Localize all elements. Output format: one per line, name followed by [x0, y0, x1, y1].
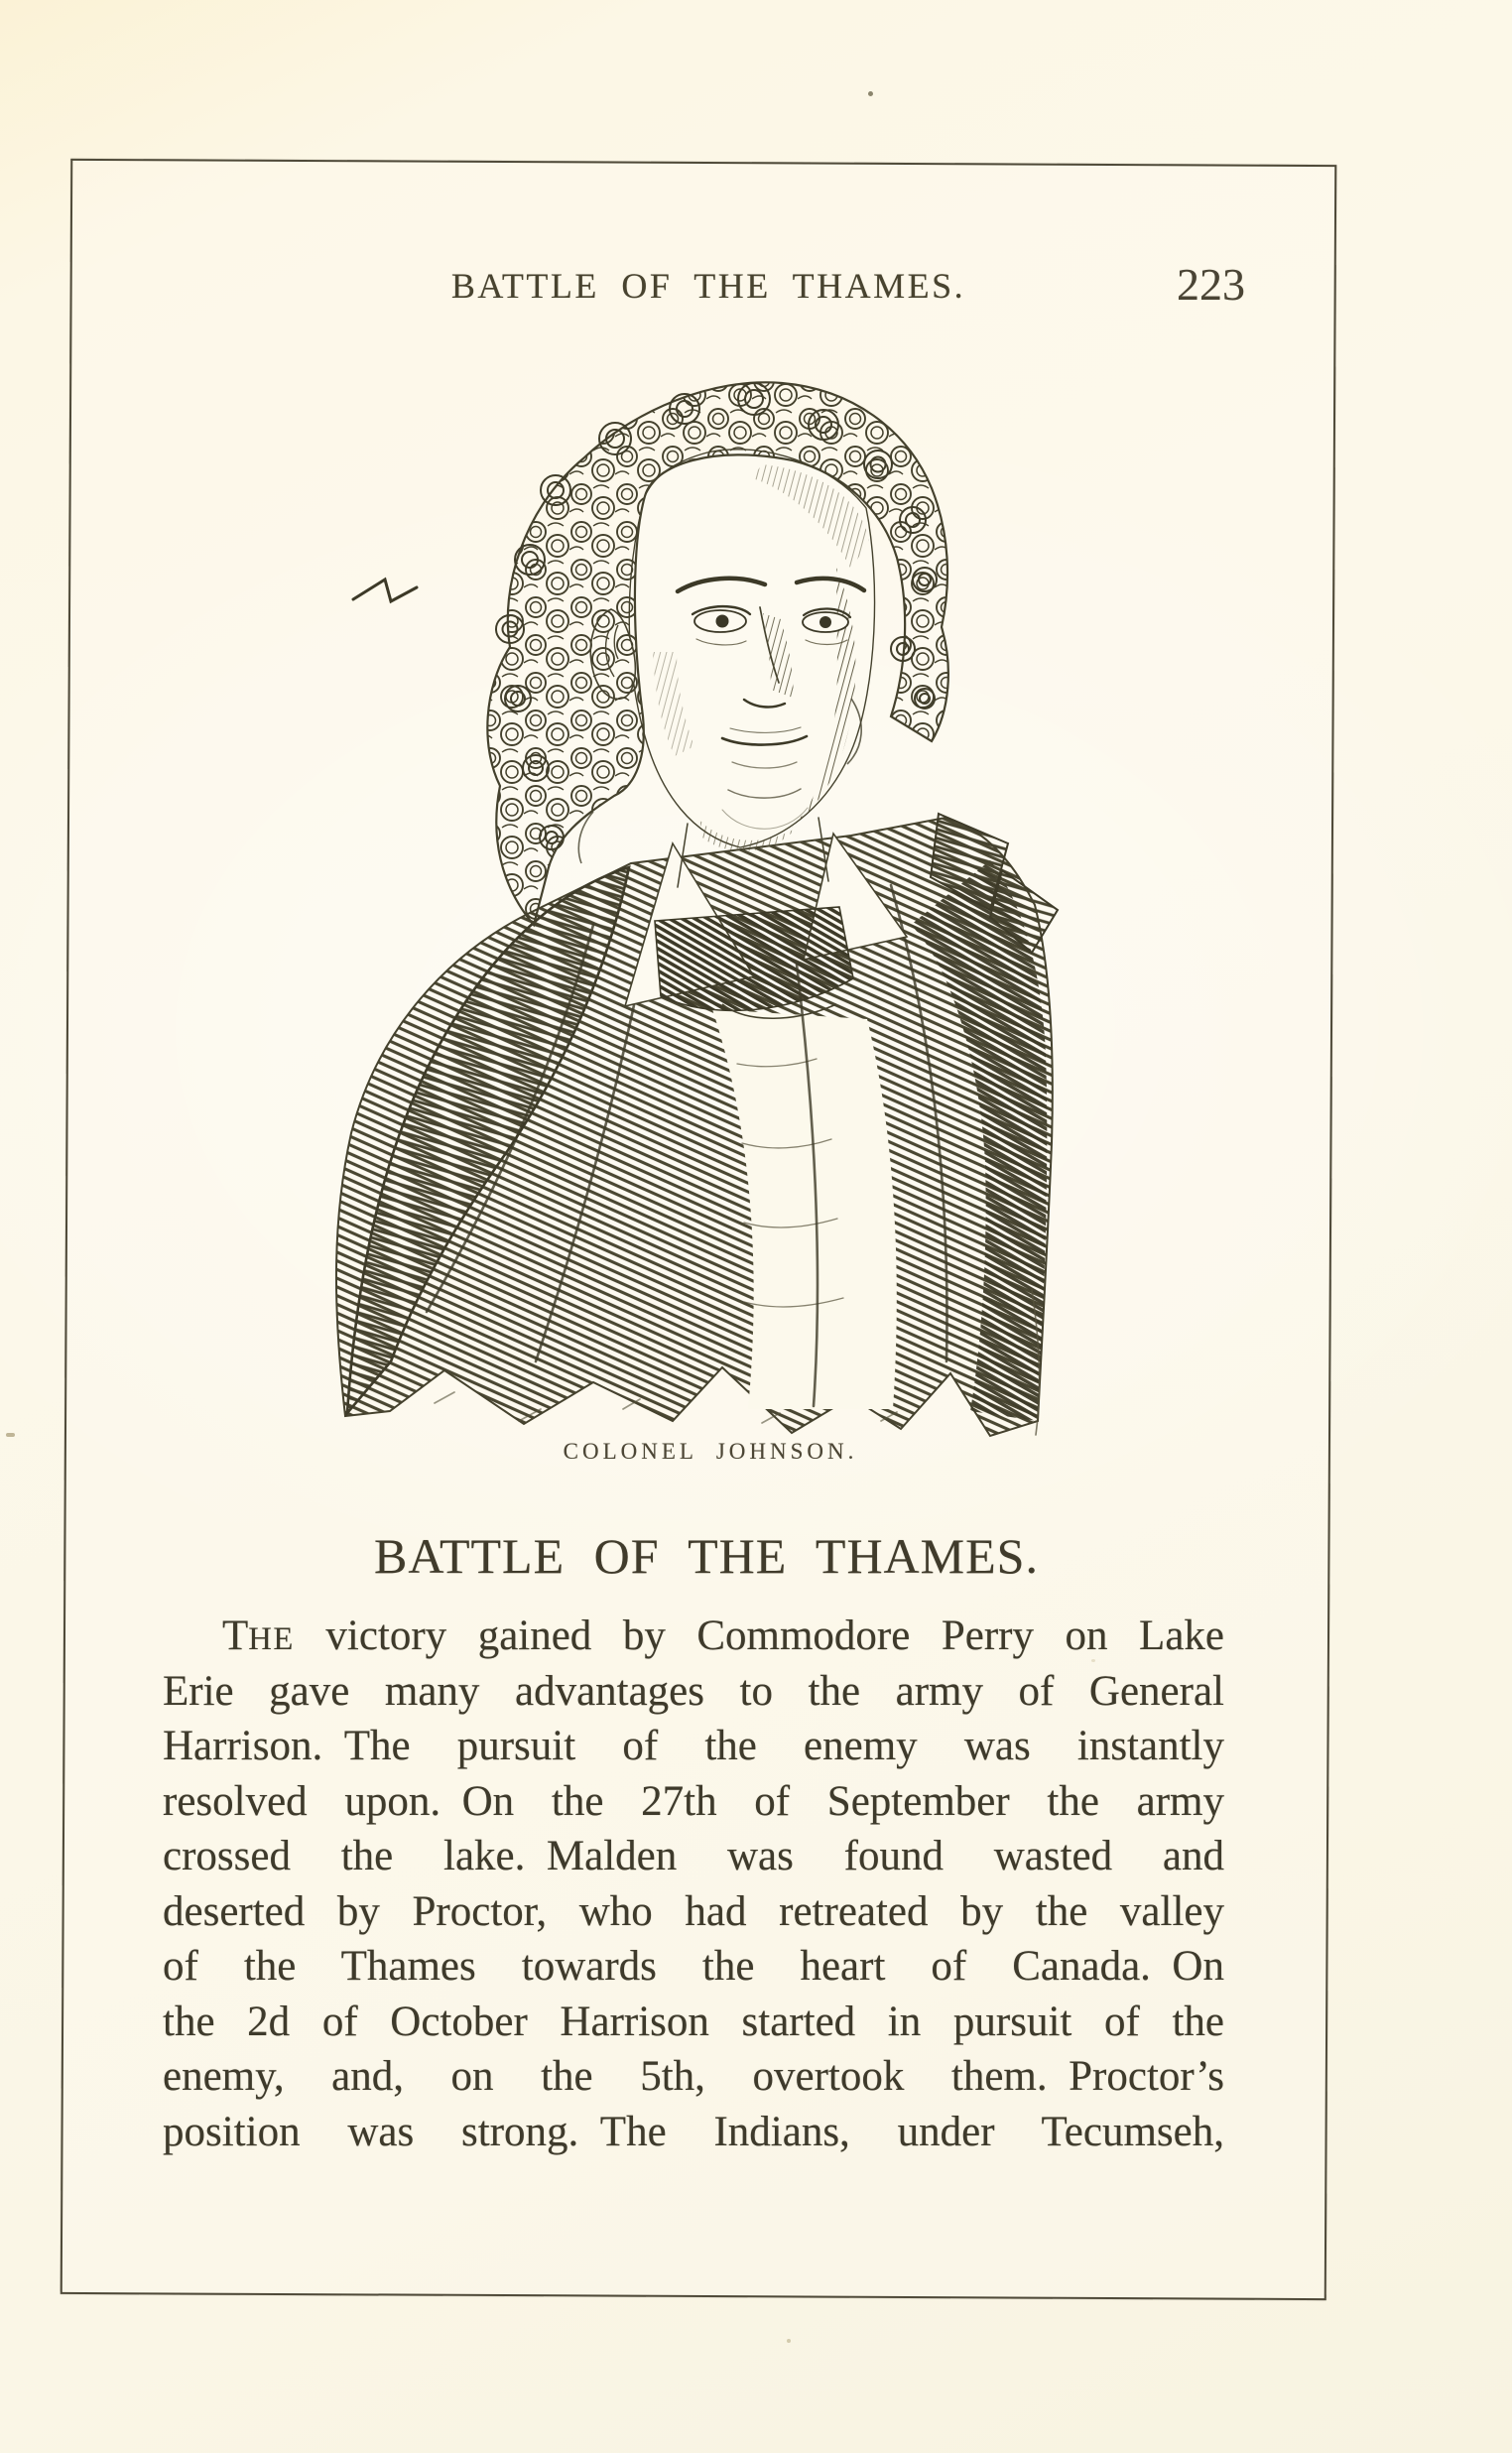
body-line	[163, 1609, 1224, 1664]
first-line-small-caps: HE	[248, 1621, 295, 1657]
body-line: Erie gave many advantages to the army of General	[163, 1667, 1224, 1715]
body-line: crossed the lake. Malden was found wasted and	[163, 1833, 1224, 1879]
paper-speck	[868, 91, 873, 96]
paper-speck	[787, 2339, 791, 2343]
body-line: of the Thames towards the heart of Canada. On	[163, 1943, 1224, 1990]
body-line: deserted by Proctor, who had retreated by the valley	[163, 1887, 1224, 1935]
body-line: Harrison. The pursuit of the enemy was instantly	[163, 1723, 1224, 1769]
article-body	[163, 1609, 1224, 2159]
article-title: BATTLE OF THE THAMES.	[374, 1528, 1039, 1584]
body-line: enemy, and, on the 5th, overtook them. Proctor’s	[163, 2053, 1224, 2100]
body-line: the 2d of October Harrison started in pursuit of the	[163, 1998, 1224, 2045]
portrait-engraving	[296, 369, 1081, 1443]
first-line-rest: victory gained by Commodore Perry on Lake	[294, 1613, 1224, 1659]
paper-speck	[6, 1433, 15, 1437]
portrait-figure	[296, 369, 1081, 1443]
face-group	[629, 450, 874, 887]
page-number: 223	[1177, 259, 1245, 310]
running-head: BATTLE OF THE THAMES.	[450, 266, 966, 306]
first-line-lead-cap: T	[222, 1613, 249, 1659]
body-line: resolved upon. On the 27th of September the army	[163, 1777, 1224, 1825]
body-line: position was strong. The Indians, under Tecumseh,	[163, 2108, 1224, 2155]
portrait-caption: COLONEL JOHNSON.	[563, 1439, 858, 1464]
